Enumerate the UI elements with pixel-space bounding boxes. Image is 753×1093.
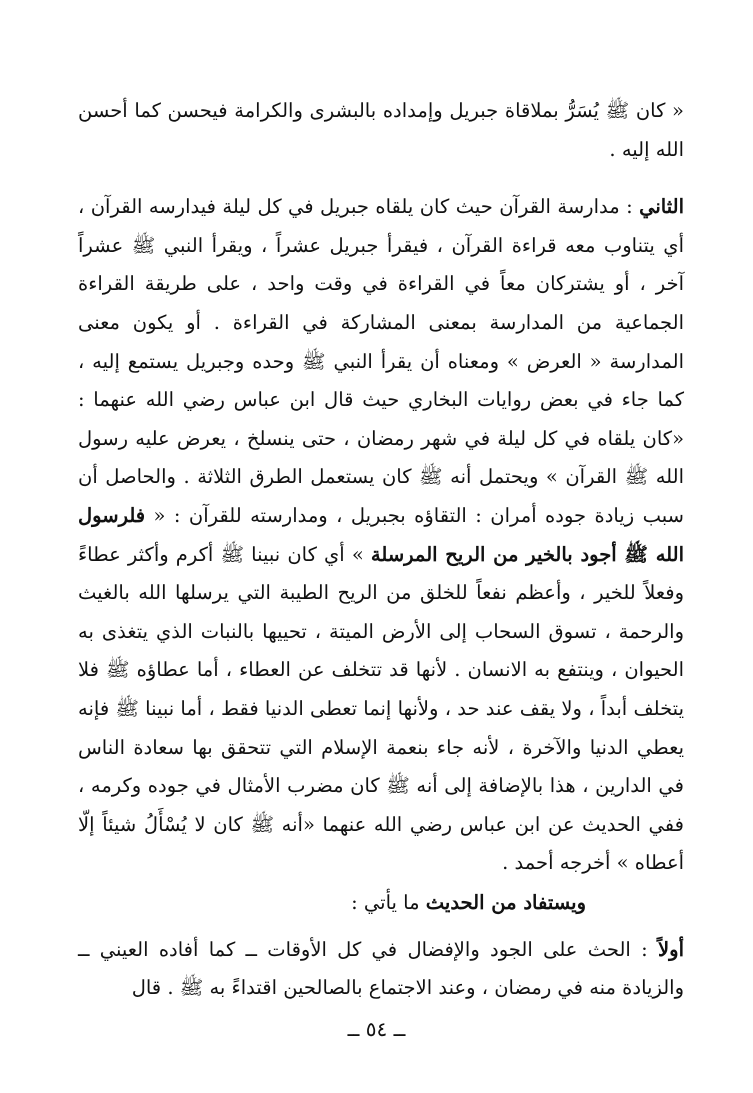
quote-paragraph: « كان ﷺ يُسَرُّ بملاقاة جبريل وإمداده بالبشرى والكرامة فيحسن كما أحسن الله إليه .: [78, 99, 684, 161]
page-body: [78, 92, 684, 1008]
first-point-text: : الحث على الجود والإفضال في كل الأوقات ــ كما أفاده العيني ــ والزيادة منه في رمضان ، وعند الاجتماع بالصالحين اقتداءً به ﷺ . قال: [78, 937, 684, 1000]
page-number: ــ ٥٤ ــ: [347, 1017, 406, 1041]
paragraph-gap: [78, 169, 684, 188]
second-point-label: الثاني: [639, 195, 684, 219]
second-point-paragraph: [78, 188, 684, 883]
benefits-heading: [78, 883, 684, 923]
paragraph-gap: [78, 923, 684, 931]
first-point-label: أولاً: [658, 937, 684, 961]
first-point-paragraph: [78, 931, 684, 1008]
benefits-heading-rest: ما يأتي :: [351, 890, 426, 914]
second-point-text: : مدارسة القرآن حيث كان يلقاه جبريل في كل ليلة فيدارسه القرآن ، أي يتناوب معه قراءة القرآن ، فيقرأ جبريل عشراً ، ويقرأ النبي ﷺ عشراً آخر ، أو يشتركان معاً في القراءة في وقت واحد ، على طريقة القراءة الجماعية من المدارسة بمعنى المشاركة في القراءة . أو يكون معنى المدارسة « العرض » ومعناه أن يقرأ النبي ﷺ وحده وجبريل يستمع إليه ، كما جاء في بعض روايات البخاري حيث قال ابن عباس رضي الله عنهما : «كان يلقاه في كل ليلة في شهر رمضان ، حتى ينسلخ ، يعرض عليه رسول الله ﷺ القرآن » ويحتمل أنه ﷺ كان يستعمل الطرق الثلاثة . والحاصل أن سبب زيادة جوده أمران : التقاؤه بجبريل ، ومدارسته للقرآن : «: [78, 195, 684, 527]
hadith-quote: فلرسول الله ﷺ أجود بالخير من الريح المرسلة: [78, 503, 684, 566]
benefits-heading-label: ويستفاد من الحديث: [425, 890, 586, 914]
second-point-rest: » أي كان نبينا ﷺ أكرم وأكثر عطاءً وفعلاً للخير ، وأعظم نفعاً للخلق من الريح الطيبة التي يرسلها الله بالغيث والرحمة ، تسوق السحاب إلى الأرض الميتة ، تحييها بالنبات الذي يتغذى به الحيوان ، وينتفع به الانسان . لأنها قد تتخلف عن العطاء ، أما عطاؤه ﷺ فلا يتخلف أبداً ، ولا يقف عند حد ، ولأنها إنما تعطى الدنيا فقط ، أما نبينا ﷺ فإنه يعطي الدنيا والآخرة ، لأنه جاء بنعمة الإسلام التي تتحقق بها سعادة الناس في الدارين ، هذا بالإضافة إلى أنه ﷺ كان مضرب الأمثال في جوده وكرمه ، ففي الحديث عن ابن عباس رضي الله عنهما «أنه ﷺ كان لا يُسْأَلُ شيئاً إلّا أعطاه » أخرجه أحمد .: [78, 542, 684, 875]
